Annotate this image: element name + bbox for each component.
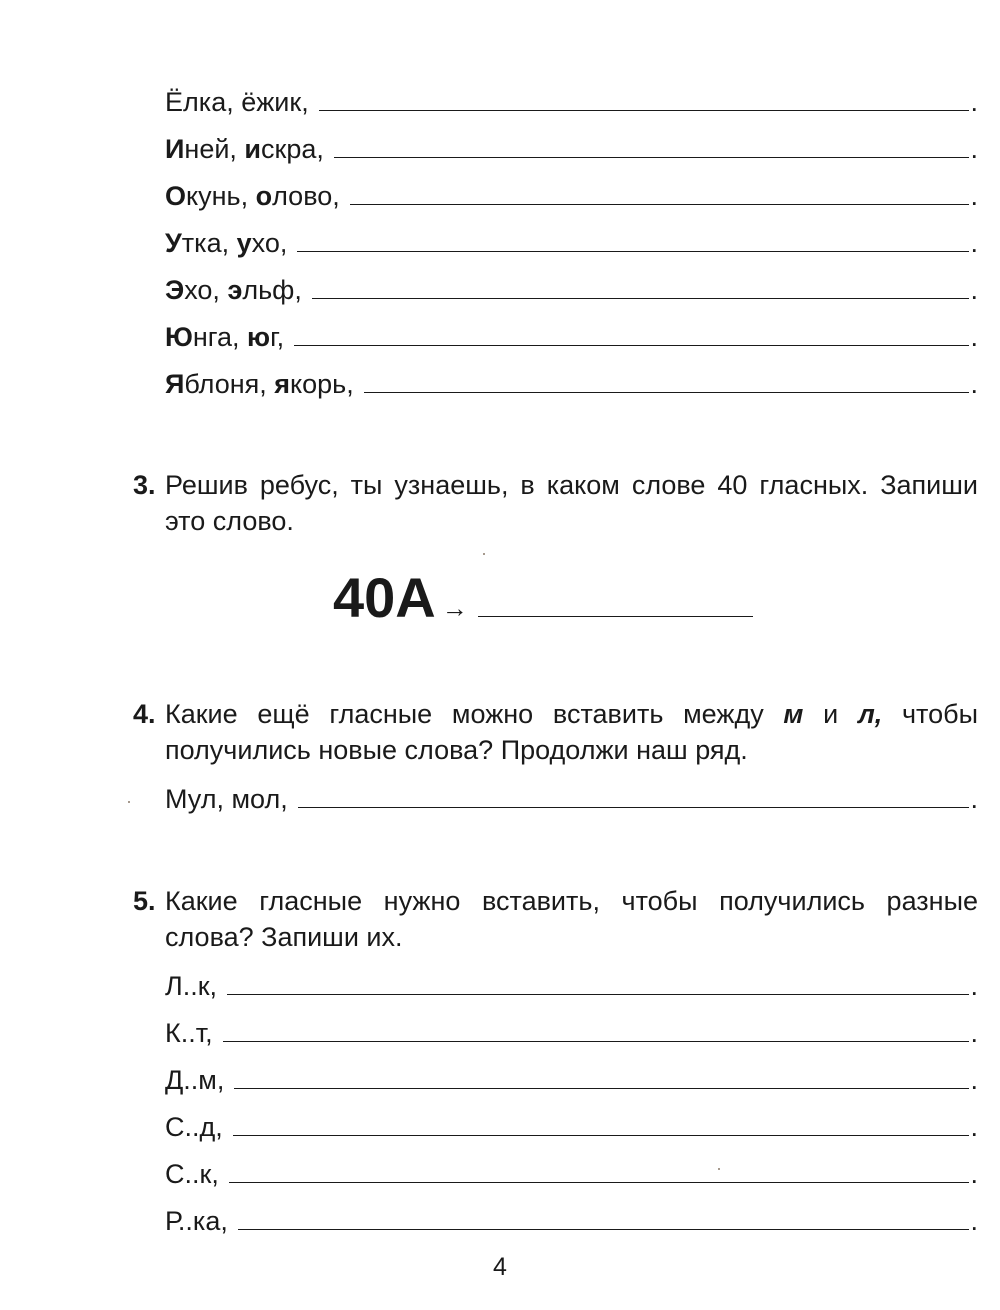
word-first-letter: Я (165, 369, 185, 399)
task4-row: Мул, мол, . (165, 784, 978, 814)
task5-row: Л..к, . (165, 971, 978, 1001)
word-row-u: Утка, ухо, . (165, 228, 978, 258)
word-row-label: Ёлка, ёжик, (165, 87, 309, 117)
letter-m: м (783, 699, 804, 729)
answer-line[interactable] (229, 1160, 970, 1183)
answer-line[interactable] (319, 88, 970, 111)
task-3 (133, 467, 978, 539)
letter-l: л, (857, 699, 883, 729)
answer-line[interactable] (234, 1066, 969, 1089)
task-text: Какие гласные нужно вставить, чтобы получились разные слова? Запиши их. (165, 886, 978, 952)
word-row-label: Юнга, юг, (165, 322, 285, 352)
task-number: 4. (133, 699, 156, 729)
word-first-letter: Ё (165, 87, 184, 117)
task-text: Решив ребус, ты узнаешь, в каком слове 40 гласных. Запиши это слово. (165, 470, 978, 536)
task5-row: К..т, . (165, 1018, 978, 1048)
word-first-letter: Ю (165, 322, 193, 352)
word-first-letter: И (165, 134, 185, 164)
answer-line[interactable] (364, 370, 970, 393)
word-first-letter: ю (247, 322, 271, 352)
task-4 (133, 696, 978, 768)
task-number: 3. (133, 470, 156, 500)
task5-row: С..д, . (165, 1112, 978, 1142)
word-row-label: Р..ка, (165, 1206, 228, 1236)
task-text: Какие ещё гласные можно вставить между м и л, чтобы получились новые слова? Продолжи наш ряд. (165, 699, 978, 765)
word-first-letter: я (274, 369, 291, 399)
answer-line[interactable] (350, 182, 970, 205)
answer-line[interactable] (297, 229, 969, 252)
word-row-label: Яблоня, якорь, (165, 369, 354, 399)
word-row-o: Окунь, олово, . (165, 181, 978, 211)
word-row-label: Эхо, эльф, (165, 275, 302, 305)
word-row-label: К..т, (165, 1018, 213, 1048)
answer-line[interactable] (238, 1207, 970, 1230)
word-first-letter: э (227, 275, 243, 305)
answer-line[interactable] (312, 276, 970, 299)
word-row-e: Эхо, эльф, . (165, 275, 978, 305)
word-row-yo: Ёлка, ёжик, . (165, 87, 978, 117)
answer-line[interactable] (298, 785, 970, 808)
word-row-i: Иней, искра, . (165, 134, 978, 164)
print-speck (483, 553, 485, 555)
answer-line[interactable] (233, 1113, 970, 1136)
rebus-text: 40А (333, 566, 436, 629)
word-row-label: С..д, (165, 1112, 223, 1142)
word-row-yu: Юнга, юг, . (165, 322, 978, 352)
arrow-right-icon: → (441, 593, 468, 623)
word-row-ya: Яблоня, якорь, . (165, 369, 978, 399)
answer-line[interactable] (223, 1019, 970, 1042)
word-first-letter: о (255, 181, 273, 211)
rebus-answer-line[interactable] (478, 576, 753, 617)
answer-line[interactable] (294, 323, 969, 346)
word-first-letter: Э (165, 275, 185, 305)
task-5 (133, 883, 978, 955)
word-first-letter: У (165, 228, 182, 258)
word-row-label: Мул, мол, (165, 784, 288, 814)
word-row-label: Окунь, олово, (165, 181, 340, 211)
task-number: 5. (133, 886, 156, 916)
word-first-letter: и (244, 134, 262, 164)
word-first-letter: ё (241, 87, 257, 117)
word-first-letter: О (165, 181, 187, 211)
task5-row: Р..ка, . (165, 1206, 978, 1236)
word-row-label: Д..м, (165, 1065, 225, 1095)
print-speck (718, 1168, 720, 1170)
word-row-label: С..к, (165, 1159, 219, 1189)
answer-line[interactable] (334, 135, 970, 158)
task5-row: С..к, . (165, 1159, 978, 1189)
print-speck (128, 801, 130, 803)
page-number: 4 (493, 1253, 507, 1281)
answer-line[interactable] (227, 972, 969, 995)
word-row-label: Л..к, (165, 971, 218, 1001)
word-first-letter: у (236, 228, 252, 258)
word-row-label: Иней, искра, (165, 134, 324, 164)
task5-row: Д..м, . (165, 1065, 978, 1095)
word-row-label: Утка, ухо, (165, 228, 288, 258)
rebus (333, 565, 753, 630)
